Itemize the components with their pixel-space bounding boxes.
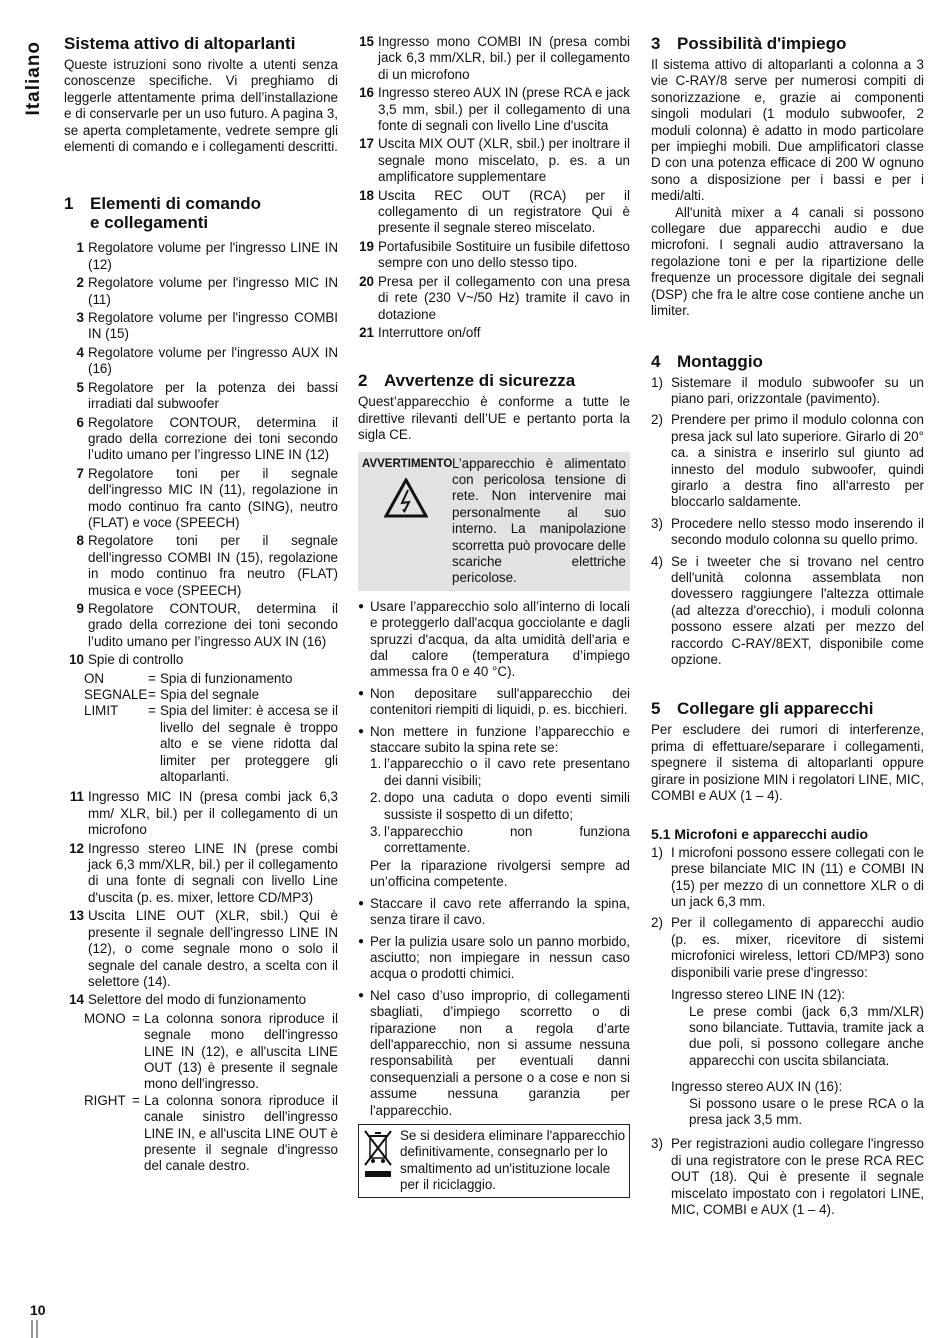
item-number: 18 xyxy=(359,187,374,203)
mode-value: Spia del segnale xyxy=(160,687,260,702)
disposal-box xyxy=(358,1124,630,1198)
section-3-paragraph: All'unità mixer a 4 canali si possono collegare due apparecchi audio e due microfoni. I segnali audio attraversano la regolazione toni e per la ripartizione delle frequenze un processore digitale dei segnali (DSP) che fra le altre cose contiene anche un limiter. xyxy=(651,204,924,319)
input-heading: Ingresso stereo LINE IN (12): xyxy=(671,987,846,1003)
subsection-5-1-heading: 5.1 Microfoni e apparecchi audio xyxy=(651,826,869,843)
item-number: 6 xyxy=(76,414,84,430)
item-number: 9 xyxy=(76,600,84,616)
list-item xyxy=(651,554,924,669)
list-item: 10 Spie di controllo xyxy=(69,652,184,668)
equals-sign: = xyxy=(148,687,156,702)
mode-key: RIGHT xyxy=(84,1092,126,1108)
mode-row xyxy=(84,671,338,687)
safety-bullet: ● Non depositare sull'apparecchio dei contenitori riempiti di liquidi, p. es. bicchieri. xyxy=(358,685,630,718)
warning-box xyxy=(358,452,630,591)
mode-row xyxy=(84,687,338,703)
list-item xyxy=(358,136,630,185)
list-item xyxy=(358,34,630,83)
item-number: 12 xyxy=(69,840,84,856)
list-item xyxy=(651,516,924,549)
input-description: Le prese combi (jack 6,3 mm/XLR) sono bilanciate. Tuttavia, tramite jack a due poli, si possono collegare anche apparecchi con uscita sbilanciata. xyxy=(689,1003,924,1068)
list-item xyxy=(358,85,630,134)
warning-text: L’apparecchio è alimentato con pericolosa tensione di rete. Non intervenire mai personalmente al suo interno. La manipolazione scorretta può provocare delle scariche elettriche pericolose. xyxy=(452,455,626,586)
list-item xyxy=(64,466,338,532)
disposal-text: Se si desidera eliminare l'apparecchio definitivamente, consegnarlo per lo smaltimento ad un'istituzione locale per il riciclaggio. xyxy=(400,1127,626,1193)
item-text: Regolatore per la potenza dei bassi irradiati dal subwoofer xyxy=(88,379,338,412)
mode-row xyxy=(84,1011,338,1093)
item-text: Regolatore volume per l'ingresso COMBI IN (15) xyxy=(88,310,338,342)
item-number: 13 xyxy=(69,908,84,924)
column-3 xyxy=(651,34,924,1223)
equals-sign: = xyxy=(132,1010,140,1026)
language-tab xyxy=(14,40,54,130)
page-number: 10 xyxy=(30,1302,46,1318)
list-item xyxy=(64,789,338,838)
list-item xyxy=(358,239,630,272)
item-text: l’apparecchio non funziona correttamente. xyxy=(384,824,630,856)
list-item xyxy=(64,601,338,650)
list-item xyxy=(358,274,630,323)
safety-bullet: ● Per la pulizia usare solo un panno morbido, asciutto; non impiegare in nessun caso acqua o prodotti chimici. xyxy=(358,933,630,982)
list-item xyxy=(358,188,630,237)
item-number: 7 xyxy=(76,465,84,481)
mode-key: SEGNALE xyxy=(84,687,148,702)
mode-value: La colonna sonora riproduce il segnale mono dell'ingresso LINE IN (12), e all'uscita LINE OUT (13) è presente il segnale mono dell'ingresso. xyxy=(144,1010,338,1092)
section-3-heading: 3 Possibilità d'impiego xyxy=(651,34,847,53)
item-number: 4 xyxy=(76,344,84,360)
list-item xyxy=(64,533,338,599)
item-number: 3 xyxy=(76,310,84,326)
column-1 xyxy=(64,34,338,1175)
section-3-paragraph: Il sistema attivo di altoparlanti a colonna a 3 vie C-RAY/8 serve per numerosi compiti di sonorizzazione e, grazie ai componenti singoli modulari (1 modulo subwoofer, 2 moduli colonna) è adatto in modo particolare per impieghi mobili. Due amplificatori classe D con una potenza efficace di 200 W ognuno sono a disposizione per i bassi e per i medi/alti. xyxy=(651,57,924,204)
item-number: 2) xyxy=(651,412,663,428)
list-item: 14 Selettore del modo di funzionamento xyxy=(69,992,307,1008)
mode-row xyxy=(84,703,338,785)
item-text: Regolatore volume per l'ingresso AUX IN (16) xyxy=(88,344,338,377)
item-number: 20 xyxy=(359,273,374,289)
crossed-bin-icon xyxy=(362,1128,394,1186)
list-item xyxy=(370,790,630,823)
item-text: Regolatore volume per l'ingresso MIC IN (11) xyxy=(88,275,338,307)
item-number: 3. xyxy=(370,824,382,840)
list-item xyxy=(370,824,630,857)
item-number: 15 xyxy=(359,34,374,49)
item-number: 1 xyxy=(76,240,84,256)
item-text: Uscita REC OUT (RCA) per il collegamento di un registratore Qui è presente il segnale stereo miscelato. xyxy=(378,187,630,236)
item-text: Regolatore CONTOUR, determina il grado della correzione dei toni secondo l’udito umano per l’ingresso LINE IN (12) xyxy=(88,414,338,463)
item-number: 19 xyxy=(359,238,374,254)
column-2 xyxy=(358,34,630,1198)
item-text: Regolatore CONTOUR, determina il grado della correzione dei toni secondo l’udito umano per l’ingresso AUX IN (16) xyxy=(88,600,338,649)
list-item xyxy=(64,310,338,343)
doc-title: Sistema attivo di altoparlanti xyxy=(64,34,296,53)
item-text: Sistemare il modulo subwoofer su un piano pari, orizzontale (pavimento). xyxy=(671,374,924,406)
safety-bullet: ● Non mettere in funzione l’apparecchio e staccare subito la spina rete se: xyxy=(358,723,630,756)
item-text: Regolatore toni per il segnale dell'ingresso MIC IN (11), regolazione in modo continuo fra canto (SING), neutro (FLAT) e voce (SPEECH) xyxy=(88,465,338,530)
input-description: Si possono usare o le prese RCA o la presa jack 3,5 mm. xyxy=(689,1095,924,1127)
item-text: Ingresso mono COMBI IN (presa combi jack 6,3 mm/XLR, bil.) per il collegamento di un microfono xyxy=(378,34,630,82)
mode-key: MONO xyxy=(84,1010,126,1026)
repair-note: Per la riparazione rivolgersi sempre ad un’officina competente. xyxy=(370,857,630,890)
list-item xyxy=(64,841,338,907)
language-label: Italiano xyxy=(22,40,44,116)
item-text: Se i tweeter che si trovano nel centro dell'unità colonna assemblata non dovessero raggiungere l'altezza ottimale (ad altezza d'orecchio), i moduli colonna possono essere alzati per mezzo del raccordo C-RAY/8EXT, disponibile come opzione. xyxy=(671,553,924,667)
input-heading: Ingresso stereo AUX IN (16): xyxy=(671,1079,843,1095)
section-1-heading xyxy=(64,194,338,232)
item-text: Regolatore volume per l'ingresso LINE IN (12) xyxy=(88,240,338,272)
list-item xyxy=(358,325,630,341)
item-number: 5 xyxy=(76,379,84,395)
section-5-heading: 5 Collegare gli apparecchi xyxy=(651,699,874,719)
high-voltage-icon xyxy=(384,478,428,518)
item-text: Interruttore on/off xyxy=(378,324,481,340)
item-number: 4) xyxy=(651,553,663,569)
item-text: Portafusibile Sostituire un fusibile difettoso sempre con uno dello stesso tipo. xyxy=(378,238,630,271)
list-item xyxy=(64,275,338,308)
page-marker xyxy=(31,1320,33,1338)
item-number: 16 xyxy=(359,85,374,101)
item-text: dopo una caduta o dopo eventi simili sussiste il sospetto di un difetto; xyxy=(384,790,630,822)
section-title: Elementi di comando e collegamenti xyxy=(90,194,261,233)
list-item xyxy=(64,240,338,273)
item-number: 11 xyxy=(69,789,84,805)
list-item: 1) I microfoni possono essere collegati con le prese bilanciate MIC IN (11) e COMBI IN (15) per mezzo di un connettore XLR o di un jack 6,3 mm. xyxy=(651,844,924,910)
equals-sign: = xyxy=(148,703,156,719)
item-number: 1) xyxy=(651,374,663,390)
item-text: Prendere per primo il modulo colonna con presa jack sul lato superiore. Girarlo di 20° ca. a sinistra e inserirlo sul giunto ad innesto del modulo subwoofer, quindi girarlo a destra fino all'arresto per bloccarlo saldamente. xyxy=(671,412,924,510)
item-number: 2. xyxy=(370,790,382,806)
item-number: 1. xyxy=(370,756,382,772)
list-item xyxy=(64,415,338,464)
item-text: Ingresso stereo LINE IN (prese combi jack 6,3 mm/XLR, bil.) per il collegamento di una fonte di segnali con livello Line d'uscita (p. es. mixer, lettore CD/MP3) xyxy=(88,840,338,905)
item-number: 17 xyxy=(359,136,374,152)
list-item xyxy=(651,375,924,408)
mode-row xyxy=(84,1093,338,1175)
intro-paragraph: Queste istruzioni sono rivolte a utenti senza conoscenze specifiche. Vi preghiamo di leggerle attentamente prima dell’installazione e di conservarle per un uso futuro. A pagina 3, se aperta completamente, vedrete sempre gli elementi di comando e i collegamenti descritti. xyxy=(64,57,338,155)
safety-bullet: ● Usare l’apparecchio solo all’interno di locali e proteggerlo dall'acqua gocciolante e dagli spruzzi d'acqua, da alta umidità dell'aria e dal calore (temperatura d’impiego ammessa fra 0 e 40 °C). xyxy=(358,598,630,680)
section-2-intro: Quest’apparecchio è conforme a tutte le direttive rilevanti dell’UE e pertanto porta la sigla CE. xyxy=(358,394,630,443)
safety-bullet: ● Nel caso d’uso improprio, di collegamenti sbagliati, d’impiego scorretto o di riparazione non a regola d’arte dell'apparecchio, non si assume nessuna responsabilità per eventuali danni consequenziali a persone o a cose e non si assume nessuna garanzia per l'apparecchio. xyxy=(358,987,630,1118)
item-number: 21 xyxy=(359,324,374,340)
item-text: Regolatore toni per il segnale dell'ingresso COMBI IN (15), regolazione in modo continuo fra neutro (FLAT) musica e voce (SPEECH) xyxy=(88,533,338,598)
mode-value: La colonna sonora riproduce il canale sinistro dell'ingresso LINE IN, e all'uscita LINE OUT è presente il segnale d'ingresso del canale destro. xyxy=(144,1092,338,1174)
item-text: l’apparecchio o il cavo rete presentano dei danni visibili; xyxy=(384,756,630,788)
section-4-heading: 4 Montaggio xyxy=(651,351,763,371)
item-number: 3) xyxy=(651,515,663,531)
list-item: 2) Per il collegamento di apparecchi audio (p. es. mixer, ricevitore di sistemi microfonici wireless, lettori CD/MP3) sono disponibili varie prese d'ingresso: xyxy=(651,915,924,980)
item-text: Ingresso stereo AUX IN (prese RCA e jack 3,5 mm, sbil.) per il collegamento di una fonte di segnali con livello Line d'uscita xyxy=(378,85,630,134)
item-text: Presa per il collegamento con una presa di rete (230 V~/50 Hz) tramite il cavo in dotazione xyxy=(378,273,630,322)
list-item xyxy=(64,908,338,990)
list-item: 3) Per registrazioni audio collegare l'ingresso di una registratore con le prese RCA REC OUT (18). Qui è presente il segnale miscelato impostato con i regolatori LINE, MIC, COMBI e AUX (1 – 4). xyxy=(651,1136,924,1217)
item-number: 2 xyxy=(76,275,84,291)
equals-sign: = xyxy=(132,1092,140,1108)
list-item xyxy=(64,380,338,413)
warning-label: AVVERTIMENTO xyxy=(362,457,453,470)
section-number: 1 xyxy=(64,194,74,214)
mode-key: ON xyxy=(84,670,105,686)
mode-value: Spia del limiter: è accesa se il livello del segnale è troppo alto e se viene ridotta dal limiter per proteggere gli altoparlanti. xyxy=(160,703,338,785)
section-2-heading: 2 Avvertenze di sicurezza xyxy=(358,371,576,391)
item-text: Uscita LINE OUT (XLR, sbil.) Qui è presente il segnale dell'ingresso LINE IN (12), o come segnale mono o solo il segnale del canale destro, a scelta con il selettore (14). xyxy=(88,908,338,989)
list-item xyxy=(64,345,338,378)
item-number: 8 xyxy=(76,533,84,549)
mode-key: LIMIT xyxy=(84,703,119,719)
list-item xyxy=(651,412,924,510)
mode-value: Spia di funzionamento xyxy=(160,670,293,686)
list-item xyxy=(370,756,630,789)
page-marker xyxy=(36,1320,38,1338)
item-text: Procedere nello stesso modo inserendo il secondo modulo colonna su quello primo. xyxy=(671,515,924,548)
item-text: Uscita MIX OUT (XLR, sbil.) per inoltrare il segnale mono miscelato, p. es. a un amplificatore supplementare xyxy=(378,136,630,185)
item-text: Ingresso MIC IN (presa combi jack 6,3 mm/ XLR, bil.) per il collegamento di un microfono xyxy=(88,789,338,838)
safety-bullet: ● Staccare il cavo rete afferrando la spina, senza tirare il cavo. xyxy=(358,895,630,928)
equals-sign: = xyxy=(148,670,156,686)
section-5-paragraph: Per escludere dei rumori di interferenze, prima di effettuare/separare i collegamenti, spegnere il sistema di altoparlanti oppure girare in posizione MIN i regolatori LINE, MIC, COMBI e AUX (1 – 4). xyxy=(651,722,924,804)
